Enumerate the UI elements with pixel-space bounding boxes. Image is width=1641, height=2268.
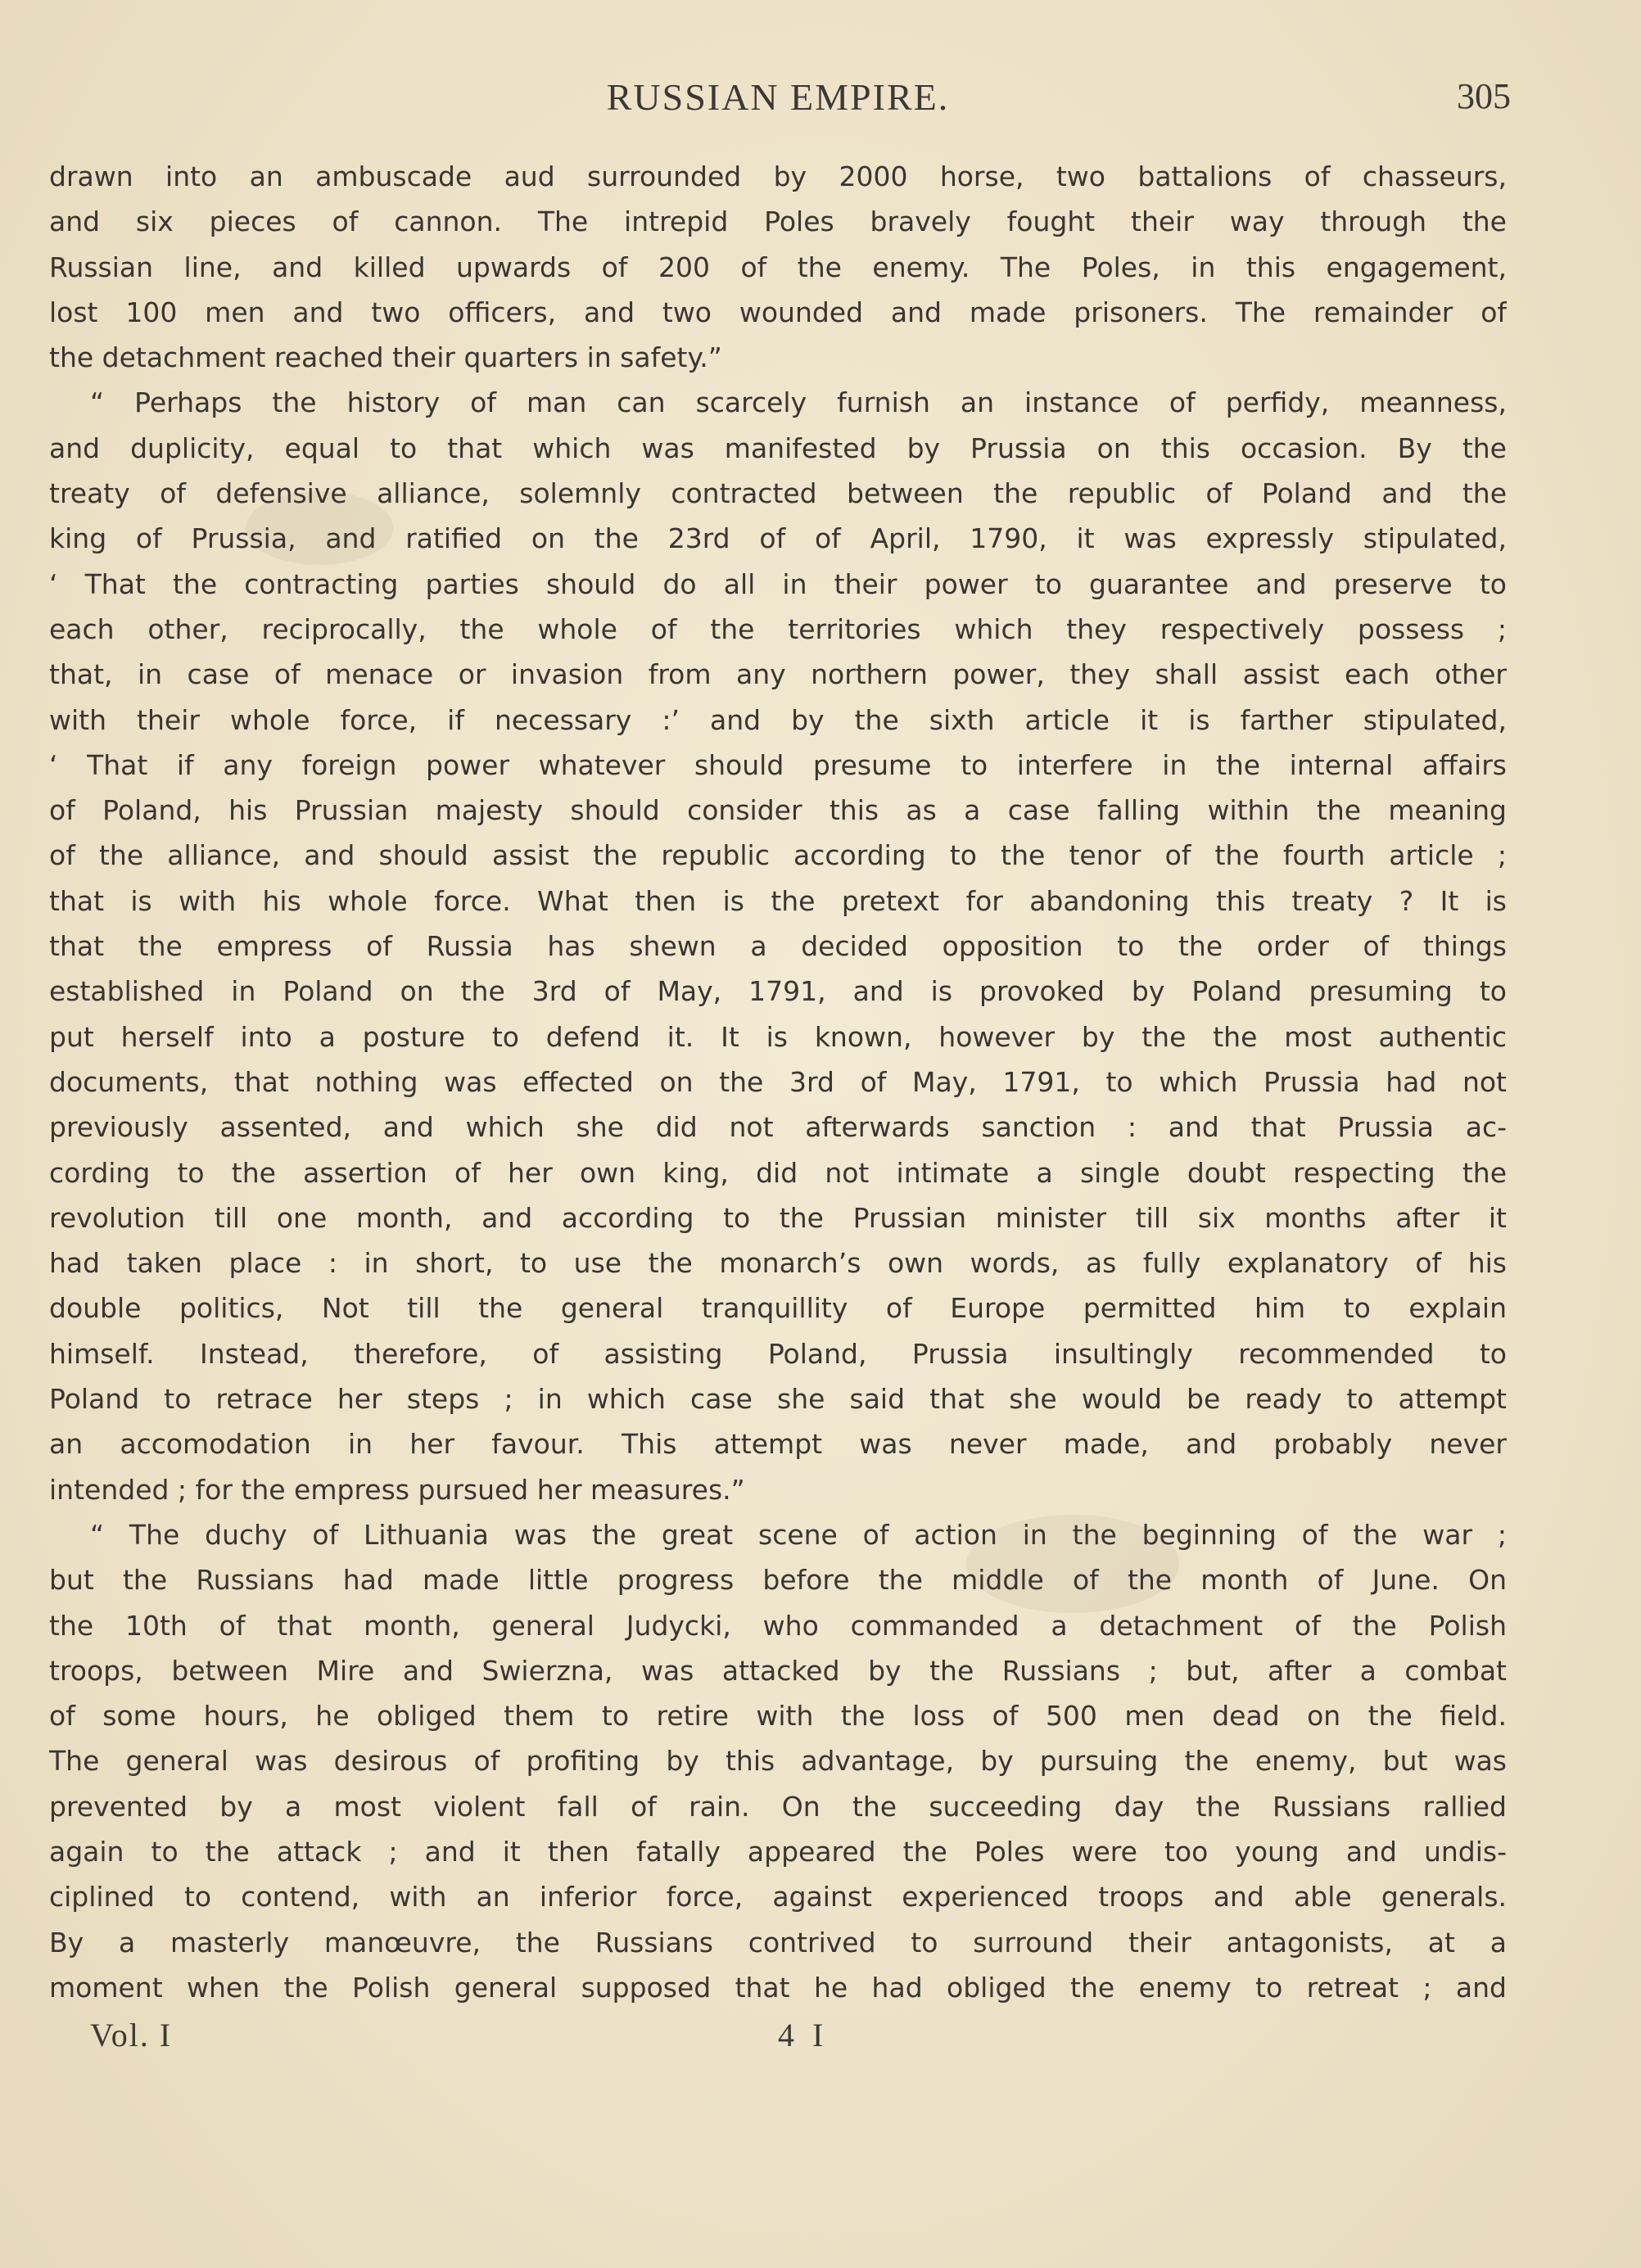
text-line: of some hours, he obliged them to retire with the loss of 500 men dead on the field.	[49, 1700, 1507, 1733]
text-line: ‘ That the contracting parties should do all in their power to guarantee and preserve to	[49, 567, 1507, 600]
text-line: treaty of defensive alliance, solemnly contracted between the republic of Poland and the	[49, 477, 1507, 510]
text-line: that is with his whole force. What then is the pretext for abandoning this treaty ? It is	[49, 884, 1507, 917]
text-line: again to the attack ; and it then fatally appeared the Poles were too young and undis-	[49, 1835, 1507, 1868]
text-line: the detachment reached their quarters in safety.”	[49, 341, 722, 374]
page-header	[49, 75, 1511, 133]
text-line: prevented by a most violent fall of rain. On the succeeding day the Russians rallied	[49, 1790, 1507, 1823]
text-line: “ The duchy of Lithuania was the great scene of action in the beginning of the war ;	[90, 1518, 1507, 1551]
text-line: of the alliance, and should assist the republic according to the tenor of the fourth article ;	[49, 839, 1507, 872]
text-line: revolution till one month, and according to the Prussian minister till six months after it	[49, 1201, 1507, 1234]
text-line: The general was desirous of profiting by this advantage, by pursuing the enemy, but was	[49, 1745, 1507, 1778]
text-line: that, in case of menace or invasion from any northern power, they shall assist each other	[49, 658, 1507, 691]
text-line: with their whole force, if necessary :’ and by the sixth article it is farther stipulated,	[49, 703, 1507, 736]
paragraph	[49, 380, 1507, 1511]
text-line: drawn into an ambuscade aud surrounded by 2000 horse, two battalions of chasseurs,	[49, 160, 1507, 192]
text-line: of Poland, his Prussian majesty should consider this as a case falling within the meaning	[49, 794, 1507, 827]
text-line: put herself into a posture to defend it. It is known, however by the the most authentic	[49, 1020, 1507, 1053]
paragraph	[49, 1512, 1507, 2010]
body-text	[49, 154, 1507, 2010]
text-line: moment when the Polish general supposed that he had obliged the enemy to retreat ; and	[49, 1971, 1507, 2004]
text-line: had taken place : in short, to use the monarch’s own words, as fully explanatory of his	[49, 1247, 1507, 1280]
text-line: himself. Instead, therefore, of assisting Poland, Prussia insultingly recommended to	[49, 1337, 1507, 1370]
text-line: documents, that nothing was effected on the 3rd of May, 1791, to which Prussia had not	[49, 1065, 1507, 1098]
text-line: Poland to retrace her steps ; in which case she said that she would be ready to attempt	[49, 1383, 1507, 1416]
text-line: ciplined to contend, with an inferior force, against experienced troops and able generals.	[49, 1881, 1507, 1913]
text-line: By a masterly manœuvre, the Russians contrived to surround their antagonists, at a	[49, 1926, 1507, 1959]
text-line: intended ; for the empress pursued her measures.”	[49, 1473, 745, 1506]
text-line: king of Prussia, and ratified on the 23rd of of April, 1790, it was expressly stipulated,	[49, 522, 1507, 555]
page-footer	[90, 2016, 909, 2065]
text-line: an accomodation in her favour. This attempt was never made, and probably never	[49, 1428, 1507, 1461]
text-line: but the Russians had made little progress before the middle of the month of June. On	[49, 1564, 1507, 1597]
running-title: RUSSIAN EMPIRE.	[606, 76, 950, 118]
text-line: that the empress of Russia has shewn a decided opposition to the order of things	[49, 930, 1507, 963]
text-line: previously assented, and which she did not afterwards sanction : and that Prussia ac-	[49, 1111, 1507, 1144]
text-line: and duplicity, equal to that which was manifested by Prussia on this occasion. By the	[49, 431, 1507, 464]
text-line: Russian line, and killed upwards of 200 of the enemy. The Poles, in this engagement,	[49, 251, 1507, 283]
text-line: cording to the assertion of her own king, did not intimate a single doubt respecting the	[49, 1156, 1507, 1189]
text-line: established in Poland on the 3rd of May, 1791, and is provoked by Poland presuming to	[49, 975, 1507, 1008]
text-line: lost 100 men and two officers, and two wounded and made prisoners. The remainder of	[49, 296, 1507, 328]
text-line: double politics, Not till the general tranquillity of Europe permitted him to explain	[49, 1292, 1507, 1325]
text-line: troops, between Mire and Swierzna, was attacked by the Russians ; but, after a combat	[49, 1654, 1507, 1687]
signature-mark: 4 I	[778, 2017, 829, 2053]
text-line: the 10th of that month, general Judycki, who commanded a detachment of the Polish	[49, 1609, 1507, 1642]
paragraph	[49, 154, 1507, 380]
volume-label: Vol. I	[90, 2017, 173, 2053]
page-number: 305	[1457, 76, 1511, 116]
text-line: each other, reciprocally, the whole of the territories which they respectively possess ;	[49, 612, 1507, 645]
text-line: and six pieces of cannon. The intrepid Poles bravely fought their way through the	[49, 206, 1507, 238]
text-line: ‘ That if any foreign power whatever should presume to interfere in the internal affairs	[49, 748, 1507, 781]
text-line: “ Perhaps the history of man can scarcely furnish an instance of perfidy, meanness,	[90, 386, 1507, 419]
